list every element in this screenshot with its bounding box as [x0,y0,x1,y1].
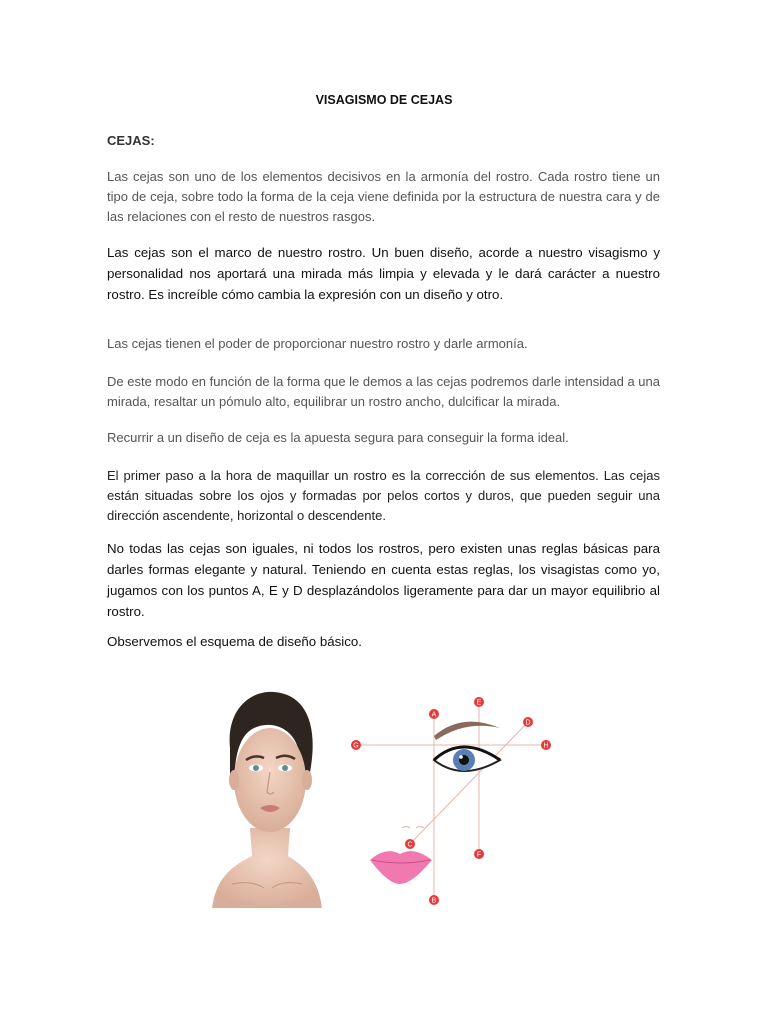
woman-portrait-image [212,688,322,908]
svg-text:G: G [353,742,359,750]
point-e-marker [474,697,484,707]
svg-text:B: B [431,897,437,905]
svg-text:A: A [431,711,437,719]
paragraph: El primer paso a la hora de maquillar un rostro es la corrección de sus elementos. Las cejas están situadas sobre los ojos y formadas por pelos cortos y duros, que pueden seguir una dirección ascendente, horizontal o descendente. [107,468,660,523]
point-b-marker [429,895,439,905]
paragraph: Recurrir a un diseño de ceja es la apuesta segura para conseguir la forma ideal. [107,430,569,445]
paragraph: Las cejas son uno de los elementos decisivos en la armonía del rostro. Cada rostro tiene un tipo de ceja, sobre todo la forma de la ceja viene definida por la estructura de nuestra cara y de las relaciones con el resto de nuestros rasgos. [107,169,660,224]
svg-text:F: F [476,851,482,859]
svg-text:D: D [525,719,531,727]
point-a-marker [429,709,439,719]
document-title: VISAGISMO DE CEJAS [315,93,453,107]
paragraph: Las cejas son el marco de nuestro rostro. Un buen diseño, acorde a nuestro visagismo y personalidad nos aportará una mirada más limpia y elevada y le dará carácter a nuestro rostro. Es increíble cómo cambia la expresión con un diseño y otro. [107,245,660,302]
svg-text:E: E [476,699,482,707]
section-heading: CEJAS: [107,133,155,148]
point-f-marker [474,849,484,859]
svg-text:C: C [407,841,413,849]
paragraph: No todas las cejas son iguales, ni todos los rostros, pero existen unas reglas básicas para darles formas elegante y natural. Teniendo en cuenta estas reglas, los visagistas como yo, jugamos con los puntos A, E y D desplazándolos ligeramente para dar un mayor equilibrio al rostro. [107,541,660,619]
paragraph: Las cejas tienen el poder de proporcionar nuestro rostro y darle armonía. [107,336,528,351]
point-c-marker [405,839,415,849]
point-g-marker [351,740,361,750]
eyebrow-design-figure [212,688,562,910]
paragraph: De este modo en función de la forma que le demos a las cejas podremos darle intensidad a una mirada, resaltar un pómulo alto, equilibrar un rostro ancho, dulcificar la mirada. [107,374,660,409]
point-h-marker [541,740,551,750]
paragraph: Observemos el esquema de diseño básico. [107,634,362,649]
point-d-marker [523,717,533,727]
svg-text:H: H [543,742,549,750]
eyebrow-guide-diagram [342,688,572,910]
